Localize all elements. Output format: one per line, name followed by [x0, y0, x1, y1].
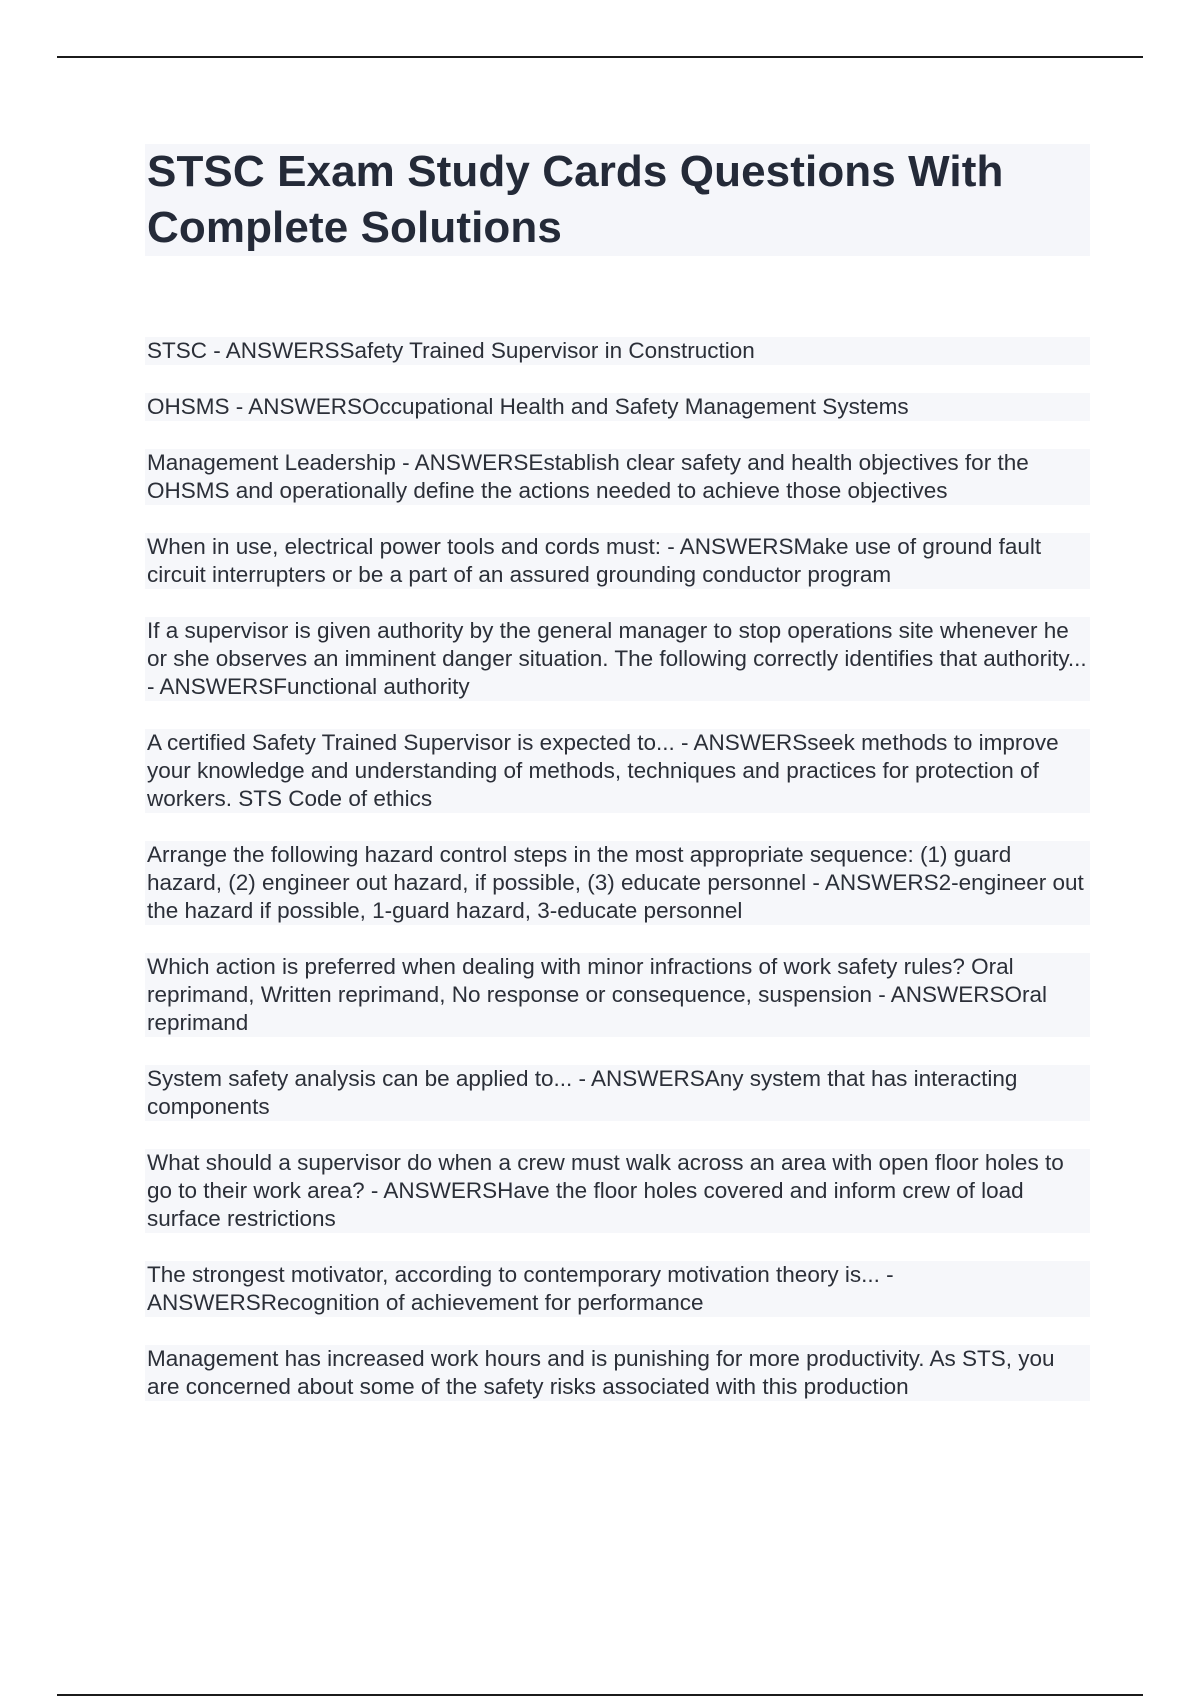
qa-item-certified-sts: A certified Safety Trained Supervisor is expected to... - ANSWERSseek methods to improve your knowledge and understanding of methods, techniques and practices for protection of workers. STS Code of ethics — [145, 729, 1090, 813]
qa-item-stsc: STSC - ANSWERSSafety Trained Supervisor in Construction — [145, 337, 1090, 365]
qa-item-system-safety-analysis: System safety analysis can be applied to... - ANSWERSAny system that has interacting components — [145, 1065, 1090, 1121]
qa-item-increased-work-hours: Management has increased work hours and is punishing for more productivity. As STS, you are concerned about some of the safety risks associated with this production — [145, 1345, 1090, 1401]
bottom-rule — [57, 1694, 1143, 1696]
qa-item-management-leadership: Management Leadership - ANSWERSEstablish clear safety and health objectives for the OHSMS and operationally define the actions needed to achieve those objectives — [145, 449, 1090, 505]
qa-item-hazard-control-steps: Arrange the following hazard control steps in the most appropriate sequence: (1) guard hazard, (2) engineer out hazard, if possible, (3) educate personnel - ANSWERS2-engineer out the hazard if possible, 1-guard hazard, 3-educate personnel — [145, 841, 1090, 925]
top-rule — [57, 56, 1143, 58]
qa-item-strongest-motivator: The strongest motivator, according to contemporary motivation theory is... - ANSWERSRecognition of achievement for performance — [145, 1261, 1090, 1317]
qa-item-ohsms: OHSMS - ANSWERSOccupational Health and Safety Management Systems — [145, 393, 1090, 421]
title-block — [145, 144, 1090, 256]
qa-item-electrical-tools: When in use, electrical power tools and cords must: - ANSWERSMake use of ground fault circuit interrupters or be a part of an assured grounding conductor program — [145, 533, 1090, 589]
page-title: STSC Exam Study Cards Questions With Complete Solutions — [147, 147, 1004, 252]
qa-item-supervisor-authority: If a supervisor is given authority by the general manager to stop operations site whenever he or she observes an imminent danger situation. The following correctly identifies that authority... - ANSWERSFunctional authority — [145, 617, 1090, 701]
qa-list — [145, 337, 1090, 1429]
qa-item-open-floor-holes: What should a supervisor do when a crew must walk across an area with open floor holes to go to their work area? - ANSWERSHave the floor holes covered and inform crew of load surface restrictions — [145, 1149, 1090, 1233]
qa-item-minor-infractions: Which action is preferred when dealing with minor infractions of work safety rules? Oral reprimand, Written reprimand, No response or consequence, suspension - ANSWERSOral reprimand — [145, 953, 1090, 1037]
